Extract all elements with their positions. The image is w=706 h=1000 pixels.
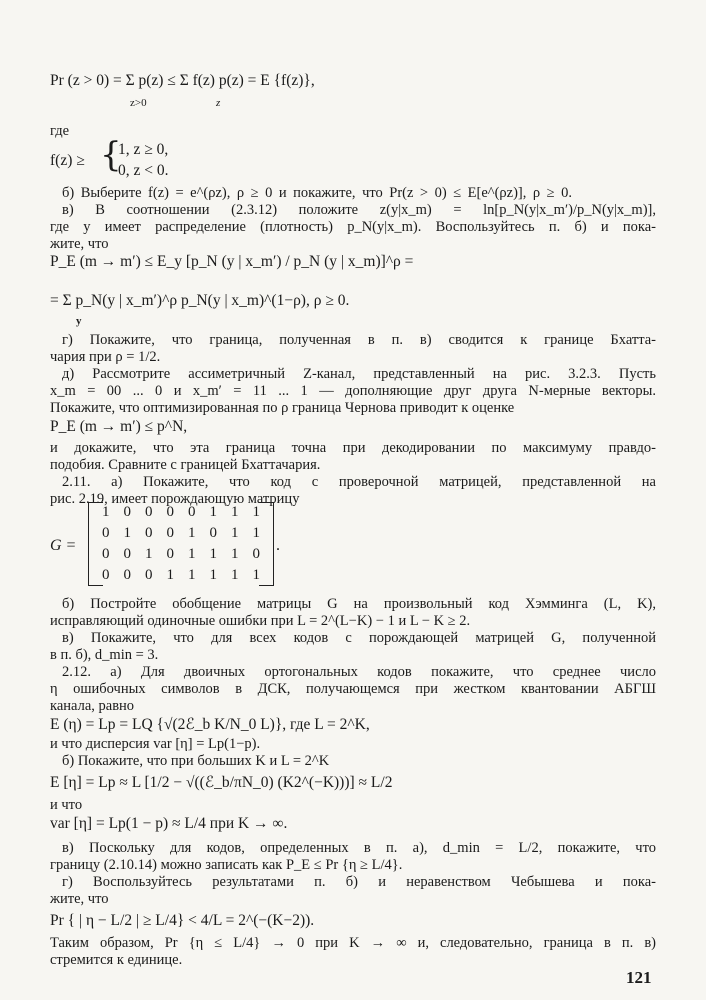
- paragraph-d1-line1: д) Рассмотрите ассиметричный Z-канал, представленный на рис. 3.2.3. Пусть: [62, 366, 656, 382]
- paragraph-v1-line3: жите, что: [50, 236, 109, 252]
- matrix-cell: 1: [188, 567, 196, 583]
- matrix-cell: 1: [145, 546, 153, 562]
- formula-pr-bound: Pr (z > 0) = Σ p(z) ≤ Σ f(z) p(z) = E {f(z)},: [50, 72, 315, 89]
- formula-mean-errors: E (η) = Lp = LQ {√(2ℰ_b K/N_0 L)}, где L = 2^K,: [50, 716, 370, 733]
- matrix-cell: 0: [102, 525, 110, 541]
- paragraph-v3-line1: в) Поскольку для кодов, определенных в п. а), d_min = L/2, покажите, что: [62, 840, 656, 856]
- matrix-cell: 1: [231, 525, 239, 541]
- paragraph-v3-line2: границу (2.10.14) можно записать как P_E ≤ Pr {η ≥ L/4}.: [50, 857, 403, 873]
- matrix-cell: 1: [252, 567, 260, 583]
- matrix-cell: 1: [188, 525, 196, 541]
- matrix-cell: 1: [252, 525, 260, 541]
- matrix-cell: 0: [123, 504, 131, 520]
- formula-variance-limit: var [η] = Lp(1 − p) ≈ L/4 при K → ∞.: [50, 815, 288, 832]
- matrix-cell: 0: [102, 567, 110, 583]
- formula-expectation-large-k: E [η] = Lp ≈ L [1/2 − √((ℰ_b/πN_0) (K2^(−K)))] ≈ L/2: [50, 774, 393, 791]
- sum-subscript-z-positive: z>0: [130, 97, 147, 109]
- left-brace-icon: {: [100, 135, 122, 175]
- matrix-cell: 1: [231, 546, 239, 562]
- formula-chebyshev: Pr { | η − L/2 | ≥ L/4} < 4/L = 2^(−(K−2)).: [50, 912, 315, 929]
- paragraph-v1-line1: в) В соотношении (2.3.12) положите z(y|x_m) = ln[p_N(y|x_m′)/p_N(y|x_m)],: [62, 202, 656, 218]
- matrix-row: [89, 567, 273, 584]
- matrix-cell: 0: [166, 546, 174, 562]
- paragraph-e1-line1: и докажите, что эта граница точна при декодировании по максимуму правдо-: [50, 440, 656, 456]
- sum-subscript-y: y: [76, 315, 82, 327]
- matrix-cell: 1: [209, 567, 217, 583]
- matrix-cell: 0: [145, 567, 153, 583]
- paragraph-b1: б) Выберите f(z) = e^(ρz), ρ ≥ 0 и покажите, что Pr(z > 0) ≤ E[e^(ρz)], ρ ≥ 0.: [62, 185, 572, 201]
- paragraph-v2-line2: в п. б), d_min = 3.: [50, 647, 159, 663]
- paragraph-e1-line2: подобия. Сравните с границей Бхаттачария.: [50, 457, 321, 473]
- matrix-cell: 0: [145, 504, 153, 520]
- paragraph-b2-line2: исправляющий одиночные ошибки при L = 2^(L−K) − 1 и L − K ≥ 2.: [50, 613, 471, 629]
- paragraph-g3-line2: жите, что: [50, 891, 109, 907]
- paragraph-g1-line1: г) Покажите, что граница, полученная в п. в) сводится к границе Бхатта-: [62, 332, 656, 348]
- matrix-g: [88, 502, 274, 586]
- paragraph-v1-line2: где y имеет распределение (плотность) p_N(y|x_m). Воспользуйтесь п. б) и пока-: [50, 219, 656, 235]
- paragraph-i-chto: и что: [50, 797, 83, 813]
- matrix-cell: 1: [166, 567, 174, 583]
- word-gde: где: [50, 123, 70, 139]
- matrix-row: [89, 525, 273, 542]
- matrix-cell: 0: [102, 546, 110, 562]
- matrix-cell: 0: [166, 504, 174, 520]
- matrix-cell: 0: [188, 504, 196, 520]
- paragraph-b2-line1: б) Постройте обобщение матрицы G на произвольный код Хэмминга (L, K),: [62, 596, 656, 612]
- paragraph-v2-line1: в) Покажите, что для всех кодов с порождающей матрицей G, полученной: [62, 630, 656, 646]
- paragraph-212-line1: 2.12. а) Для двоичных ортогональных кодов покажите, что среднее число: [62, 664, 656, 680]
- formula-pe-pn: P_E (m → m′) ≤ p^N,: [50, 418, 188, 435]
- matrix-cell: 1: [231, 567, 239, 583]
- paragraph-211-line2: рис. 2.19, имеет порождающую матрицу: [50, 491, 300, 507]
- matrix-cell: 1: [188, 546, 196, 562]
- paragraph-conclusion-line1: Таким образом, Pr {η ≤ L/4} → 0 при K → ∞ и, следовательно, граница в п. в): [50, 935, 656, 951]
- paragraph-d1-line2: x_m = 00 ... 0 и x_m′ = 11 ... 1 — дополняющие друг друга N-мерные векторы.: [50, 383, 656, 399]
- paragraph-212-line3: канала, равно: [50, 698, 135, 714]
- matrix-cell: 1: [209, 546, 217, 562]
- matrix-cell: 0: [123, 546, 131, 562]
- matrix-label: G =: [50, 537, 77, 554]
- piecewise-lhs: f(z) ≥: [50, 152, 85, 169]
- paragraph-d1-line3: Покажите, что оптимизированная по ρ граница Чернова приводит к оценке: [50, 400, 515, 416]
- matrix-cell: 0: [252, 546, 260, 562]
- paragraph-b3: б) Покажите, что при больших K и L = 2^K: [62, 753, 330, 769]
- sum-subscript-z: z: [216, 97, 221, 109]
- paragraph-conclusion-line2: стремится к единице.: [50, 952, 183, 968]
- formula-sum-bound: = Σ p_N(y | x_m′)^ρ p_N(y | x_m)^(1−ρ), ρ ≥ 0.: [50, 292, 350, 309]
- matrix-cell: 1: [123, 525, 131, 541]
- matrix-period: .: [276, 537, 280, 554]
- matrix-cell: 1: [209, 504, 217, 520]
- matrix-cell: 1: [102, 504, 110, 520]
- paragraph-g3-line1: г) Воспользуйтесь результатами п. б) и неравенством Чебышева и пока-: [62, 874, 656, 890]
- paragraph-g1-line2: чария при ρ = 1/2.: [50, 349, 161, 365]
- formula-pe-bound: P_E (m → m′) ≤ E_y [p_N (y | x_m′) / p_N (y | x_m)]^ρ =: [50, 253, 414, 270]
- matrix-cell: 0: [145, 525, 153, 541]
- matrix-cell: 1: [231, 504, 239, 520]
- paragraph-212-line2: η ошибочных символов в ДСК, получающемся при жестком квантовании АБГШ: [50, 681, 656, 697]
- matrix-row: [89, 546, 273, 563]
- piecewise-case-2: 0, z < 0.: [118, 162, 169, 179]
- formula-variance: и что дисперсия var [η] = Lp(1−p).: [50, 736, 261, 752]
- matrix-cell: 0: [166, 525, 174, 541]
- piecewise-case-1: 1, z ≥ 0,: [118, 141, 169, 158]
- matrix-row: [89, 504, 273, 521]
- page-number: 121: [626, 968, 652, 987]
- matrix-cell: 0: [123, 567, 131, 583]
- matrix-cell: 0: [209, 525, 217, 541]
- matrix-cell: 1: [252, 504, 260, 520]
- paragraph-211-line1: 2.11. а) Покажите, что код с проверочной матрицей, представленной на: [62, 474, 656, 490]
